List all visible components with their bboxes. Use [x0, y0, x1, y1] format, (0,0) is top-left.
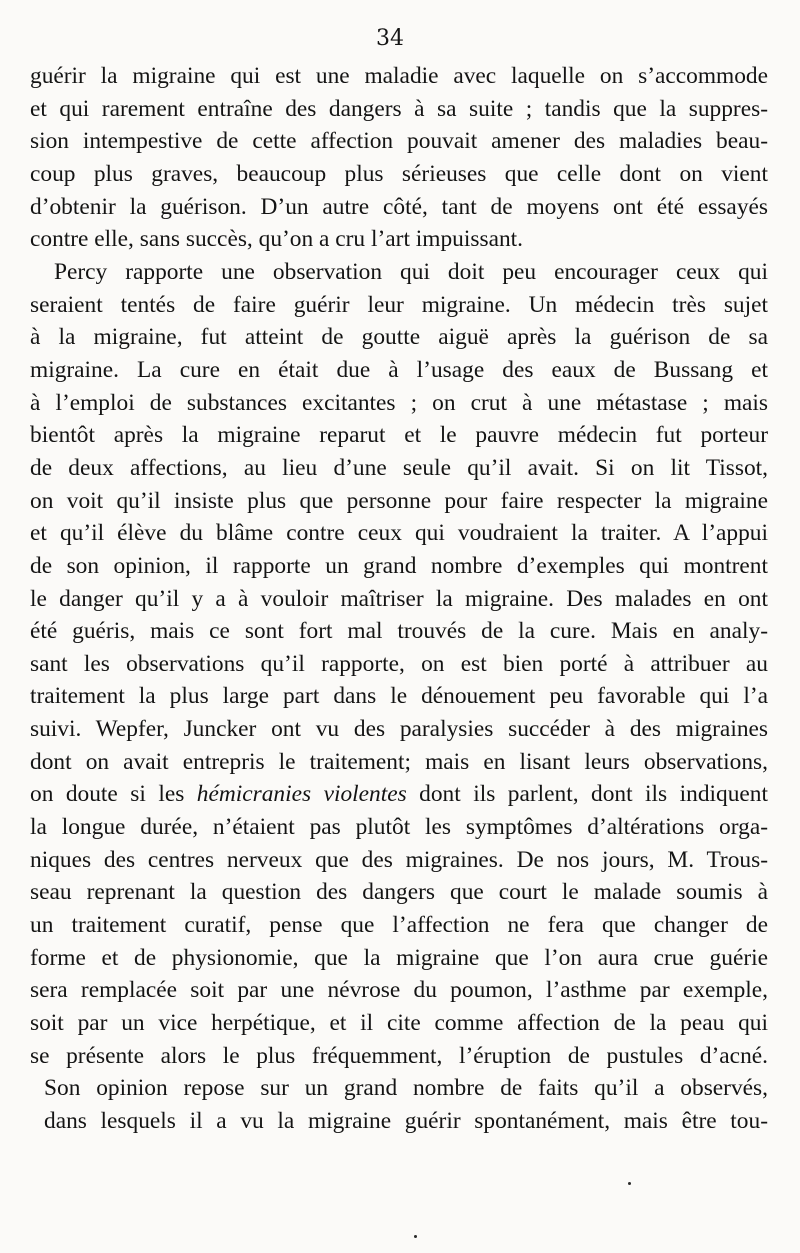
text-segment: on doute si les	[30, 781, 197, 808]
text-line: sion intempestive de cette affection pouvait amener des maladies beau-	[30, 128, 768, 155]
text-line: Percy rapporte une observation qui doit peu encourager ceux qui	[54, 258, 768, 285]
text-line: Son opinion repose sur un grand nombre de faits qu’il a observés,	[44, 1075, 768, 1102]
text-line	[30, 778, 768, 811]
text-line: bientôt après la migraine reparut et le pauvre médecin fut porteur	[30, 422, 768, 449]
text-line: suivi. Wepfer, Juncker ont vu des paralysies succéder à des migraines	[30, 716, 768, 743]
text-line: soit par un vice herpétique, et il cite comme affection de la peau qui	[30, 1010, 768, 1037]
text-line: migraine. La cure en était due à l’usage des eaux de Bussang et	[30, 356, 768, 383]
text-line: traitement la plus large part dans le dénouement peu favorable qui l’a	[30, 683, 768, 710]
text-line: sant les observations qu’il rapporte, on est bien porté à attribuer au	[30, 650, 768, 677]
text-line: à la migraine, fut atteint de goutte aiguë après la guérison de sa	[30, 324, 768, 351]
text-line: guérir la migraine qui est une maladie avec laquelle on s’accommode	[30, 63, 768, 89]
text-line: seau reprenant la question des dangers que court le malade soumis à	[30, 879, 768, 906]
text-line: contre elle, sans succès, qu’on a cru l’art impuissant.	[30, 226, 523, 253]
paper-speck	[628, 1182, 631, 1185]
text-line: et qu’il élève du blâme contre ceux qui voudraient la traiter. A l’appui	[30, 520, 768, 547]
text-line: la longue durée, n’étaient pas plutôt les symptômes d’altérations orga-	[30, 814, 768, 841]
text-line: forme et de physionomie, que la migraine que l’on aura crue guérie	[30, 944, 768, 971]
text-line: dans lesquels il a vu la migraine guérir spontanément, mais être tou-	[44, 1108, 768, 1134]
text-line: on voit qu’il insiste plus que personne pour faire respecter la migraine	[30, 487, 768, 514]
text-line: seraient tentés de faire guérir leur migraine. Un médecin très sujet	[30, 291, 768, 318]
text-line: été guéris, mais ce sont fort mal trouvés de la cure. Mais en analy-	[30, 618, 768, 645]
text-line: de deux affections, au lieu d’une seule qu’il avait. Si on lit Tissot,	[30, 454, 768, 481]
text-line: de son opinion, il rapporte un grand nombre d’exemples qui montrent	[30, 552, 768, 579]
text-line: niques des centres nerveux que des migraines. De nos jours, M. Trous-	[30, 846, 768, 873]
text-line: un traitement curatif, pense que l’affection ne fera que changer de	[30, 912, 768, 939]
text-line: coup plus graves, beaucoup plus sérieuses que celle dont on vient	[30, 160, 768, 187]
page-number: 34	[376, 26, 404, 51]
text-line: dont on avait entrepris le traitement; mais en lisant leurs observations,	[30, 748, 768, 775]
text-line: à l’emploi de substances excitantes ; on crut à une métastase ; mais	[30, 389, 768, 416]
text-line: d’obtenir la guérison. D’un autre côté, tant de moyens ont été essayés	[30, 193, 768, 220]
text-line: le danger qu’il y a à vouloir maîtriser la migraine. Des malades en ont	[30, 585, 768, 612]
italic-term: hémicranies violentes	[196, 781, 407, 808]
text-segment: dont ils parlent, dont ils indiquent	[406, 781, 768, 808]
text-line: sera remplacée soit par une névrose du poumon, l’asthme par exemple,	[30, 977, 768, 1004]
text-line: se présente alors le plus fréquemment, l’éruption de pustules d’acné.	[30, 1042, 768, 1069]
text-line: et qui rarement entraîne des dangers à sa suite ; tandis que la suppres-	[30, 95, 768, 122]
paper-speck	[414, 1235, 417, 1238]
body-text	[30, 60, 768, 1138]
